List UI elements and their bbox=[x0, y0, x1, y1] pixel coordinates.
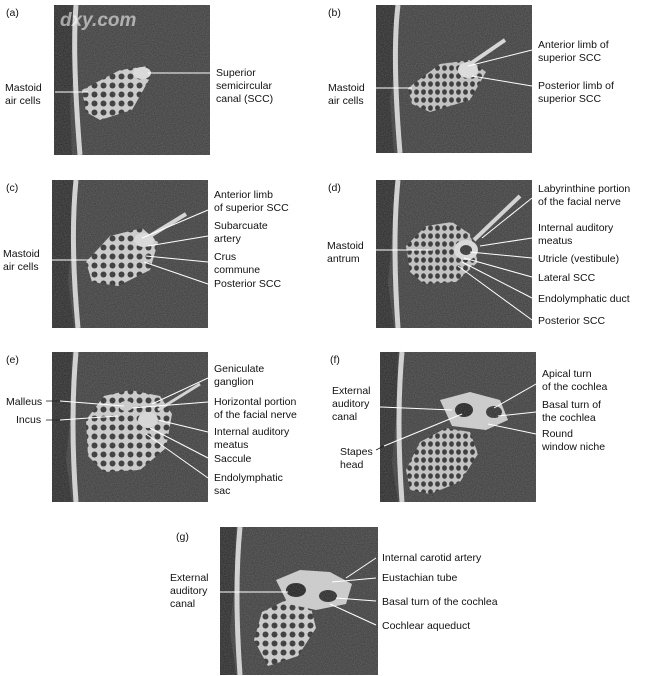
panel-label: (e) bbox=[6, 354, 19, 366]
label-anterior-limb-superior-scc: Anterior limb of superior SCC bbox=[538, 39, 609, 64]
panel-label: (g) bbox=[176, 531, 189, 543]
label-subarcuate-artery: Subarcuate artery bbox=[214, 220, 268, 245]
label-apical-turn-cochlea: Apical turn of the cochlea bbox=[542, 368, 608, 393]
label-posterior-scc: Posterior SCC bbox=[538, 315, 606, 327]
label-labyrinthine-portion-facial-nerve: Labyrinthine portion of the facial nerve bbox=[538, 183, 631, 208]
left-label-mastoid-air-cells: Mastoid air cells bbox=[328, 82, 365, 107]
ct-image bbox=[380, 352, 536, 502]
panel-label: (c) bbox=[6, 182, 19, 194]
label-internal-carotid-artery: Internal carotid artery bbox=[382, 552, 482, 564]
panel-c bbox=[3, 180, 289, 328]
label-internal-auditory-meatus: Internal auditory meatus bbox=[214, 426, 290, 451]
left-label-mastoid-antrum: Mastoid antrum bbox=[327, 240, 364, 265]
panel-b bbox=[328, 5, 617, 153]
panel-label: (f) bbox=[330, 354, 340, 366]
label-utricle-vestibule: Utricle (vestibule) bbox=[538, 253, 620, 265]
panel-e bbox=[6, 352, 299, 502]
label-endolymphatic-sac: Endolymphatic sac bbox=[214, 472, 283, 497]
label-posterior-limb-superior-scc: Posterior limb of superior SCC bbox=[538, 80, 614, 105]
label-internal-auditory-meatus: Internal auditory meatus bbox=[538, 222, 614, 247]
label-superior-semicircular-canal: Superior semicircular canal (SCC) bbox=[216, 67, 274, 105]
label-anterior-limb-superior-scc: Anterior limb of superior SCC bbox=[214, 189, 289, 214]
label-endolymphatic-duct: Endolymphatic duct bbox=[538, 293, 630, 305]
ct-image bbox=[376, 180, 532, 328]
left-label-incus: Incus bbox=[16, 414, 42, 426]
left-label-mastoid-air-cells: Mastoid air cells bbox=[5, 82, 42, 107]
panel-label: (a) bbox=[6, 7, 19, 19]
label-cochlear-aqueduct: Cochlear aqueduct bbox=[382, 620, 471, 632]
label-round-window-niche: Round window niche bbox=[542, 428, 606, 453]
panel-label: (d) bbox=[328, 182, 341, 194]
label-basal-turn-cochlea: Basal turn of the cochlea bbox=[542, 399, 601, 424]
label-horizontal-portion-facial-nerve: Horizontal portion of the facial nerve bbox=[214, 396, 297, 421]
label-eustachian-tube: Eustachian tube bbox=[382, 572, 458, 584]
left-label-malleus: Malleus bbox=[6, 396, 43, 408]
label-basal-turn-cochlea: Basal turn of the cochlea bbox=[382, 596, 498, 608]
left-label-stapes-head: Stapes head bbox=[340, 446, 373, 471]
panel-label: (b) bbox=[328, 7, 341, 19]
panel-a bbox=[5, 5, 275, 155]
left-label-external-auditory-canal: External auditory canal bbox=[332, 385, 371, 423]
panel-g bbox=[170, 527, 498, 675]
left-label-mastoid-air-cells: Mastoid air cells bbox=[3, 248, 40, 273]
panel-d bbox=[327, 180, 633, 328]
panel-f bbox=[330, 352, 608, 502]
ct-image bbox=[376, 5, 532, 153]
left-label-external-auditory-canal: External auditory canal bbox=[170, 572, 209, 610]
ct-image bbox=[52, 180, 208, 328]
label-lateral-scc: Lateral SCC bbox=[538, 272, 596, 284]
watermark: dxy.com bbox=[60, 10, 137, 31]
label-geniculate-ganglion: Geniculate ganglion bbox=[214, 363, 265, 388]
ct-image bbox=[52, 352, 208, 502]
label-crus-commune: Crus commune bbox=[214, 251, 261, 276]
ct-image bbox=[220, 527, 378, 675]
label-posterior-scc: Posterior SCC bbox=[214, 278, 282, 290]
label-saccule: Saccule bbox=[214, 453, 252, 465]
